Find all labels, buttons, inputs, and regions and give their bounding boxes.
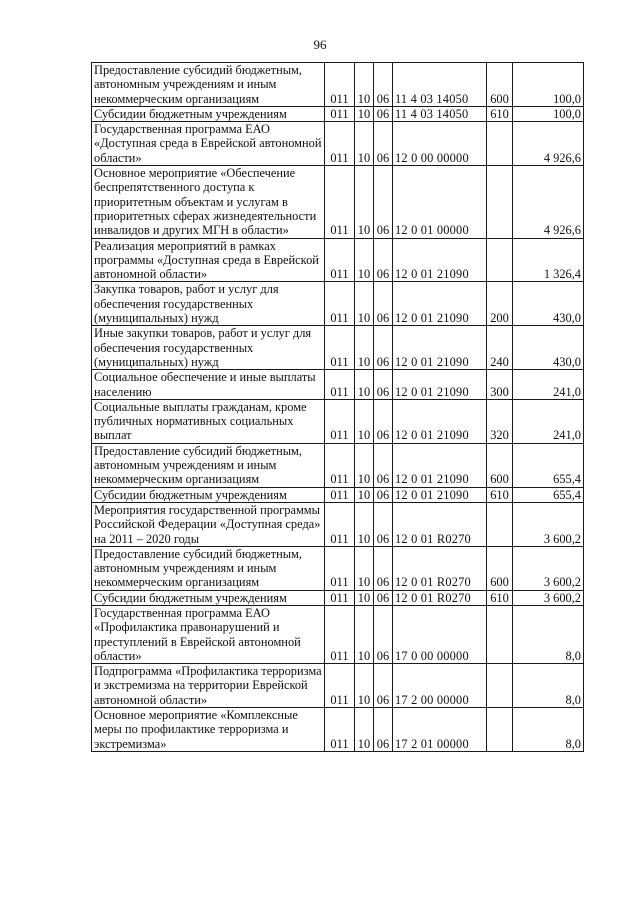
target-article-code: 12 0 01 21090 <box>393 487 487 502</box>
ministry-code: 011 <box>325 443 355 487</box>
row-name: Мероприятия государственной программы Российской Федерации «Доступная среда» на 2011 – 2020 годы <box>92 502 325 546</box>
subsection-code: 06 <box>374 106 393 121</box>
target-article-code: 12 0 01 R0270 <box>393 590 487 605</box>
ministry-code: 011 <box>325 399 355 443</box>
target-article-code: 12 0 01 R0270 <box>393 546 487 590</box>
ministry-code: 011 <box>325 326 355 370</box>
section-code: 10 <box>355 664 374 708</box>
amount-value: 430,0 <box>513 326 584 370</box>
row-name: Предоставление субсидий бюджетным, автономным учреждениям и иным некоммерческим организациям <box>92 63 325 107</box>
expense-type-code: 610 <box>487 487 513 502</box>
amount-value: 100,0 <box>513 106 584 121</box>
subsection-code: 06 <box>374 487 393 502</box>
table-body <box>92 63 584 752</box>
target-article-code: 12 0 00 00000 <box>393 122 487 166</box>
expense-type-code <box>487 238 513 282</box>
section-code: 10 <box>355 166 374 238</box>
section-code: 10 <box>355 605 374 663</box>
section-code: 10 <box>355 546 374 590</box>
target-article-code: 12 0 01 R0270 <box>393 502 487 546</box>
expense-type-code: 320 <box>487 399 513 443</box>
ministry-code: 011 <box>325 122 355 166</box>
table-row <box>92 664 584 708</box>
subsection-code: 06 <box>374 708 393 752</box>
row-name: Закупка товаров, работ и услуг для обеспечения государственных (муниципальных) нужд <box>92 282 325 326</box>
expense-type-code <box>487 166 513 238</box>
table-row <box>92 326 584 370</box>
subsection-code: 06 <box>374 605 393 663</box>
expense-type-code: 240 <box>487 326 513 370</box>
row-name: Государственная программа ЕАО «Доступная среда в Еврейской автономной области» <box>92 122 325 166</box>
table-row <box>92 546 584 590</box>
ministry-code: 011 <box>325 166 355 238</box>
amount-value: 655,4 <box>513 443 584 487</box>
ministry-code: 011 <box>325 502 355 546</box>
subsection-code: 06 <box>374 238 393 282</box>
row-name: Основное мероприятие «Обеспечение беспрепятственного доступа к приоритетным объектам и услугам в приоритетных сферах жизнедеятельности инвалидов и других МГН в области» <box>92 166 325 238</box>
amount-value: 4 926,6 <box>513 166 584 238</box>
section-code: 10 <box>355 399 374 443</box>
ministry-code: 011 <box>325 664 355 708</box>
expense-type-code: 610 <box>487 590 513 605</box>
subsection-code: 06 <box>374 590 393 605</box>
target-article-code: 11 4 03 14050 <box>393 106 487 121</box>
row-name: Субсидии бюджетным учреждениям <box>92 590 325 605</box>
amount-value: 1 326,4 <box>513 238 584 282</box>
section-code: 10 <box>355 122 374 166</box>
page-number: 96 <box>313 37 327 52</box>
expense-type-code <box>487 605 513 663</box>
row-name: Предоставление субсидий бюджетным, автономным учреждениям и иным некоммерческим организациям <box>92 546 325 590</box>
ministry-code: 011 <box>325 238 355 282</box>
target-article-code: 17 0 00 00000 <box>393 605 487 663</box>
amount-value: 8,0 <box>513 708 584 752</box>
table-row <box>92 238 584 282</box>
ministry-code: 011 <box>325 605 355 663</box>
amount-value: 100,0 <box>513 63 584 107</box>
section-code: 10 <box>355 708 374 752</box>
subsection-code: 06 <box>374 664 393 708</box>
section-code: 10 <box>355 282 374 326</box>
row-name: Субсидии бюджетным учреждениям <box>92 487 325 502</box>
subsection-code: 06 <box>374 546 393 590</box>
ministry-code: 011 <box>325 282 355 326</box>
expense-type-code <box>487 122 513 166</box>
row-name: Подпрограмма «Профилактика терроризма и экстремизма на территории Еврейской автономной области» <box>92 664 325 708</box>
ministry-code: 011 <box>325 487 355 502</box>
subsection-code: 06 <box>374 122 393 166</box>
amount-value: 241,0 <box>513 399 584 443</box>
expense-type-code <box>487 502 513 546</box>
subsection-code: 06 <box>374 370 393 400</box>
subsection-code: 06 <box>374 63 393 107</box>
subsection-code: 06 <box>374 326 393 370</box>
table-row <box>92 487 584 502</box>
subsection-code: 06 <box>374 399 393 443</box>
section-code: 10 <box>355 326 374 370</box>
ministry-code: 011 <box>325 590 355 605</box>
row-name: Основное мероприятие «Комплексные меры по профилактике терроризма и экстремизма» <box>92 708 325 752</box>
section-code: 10 <box>355 443 374 487</box>
target-article-code: 17 2 00 00000 <box>393 664 487 708</box>
target-article-code: 12 0 01 21090 <box>393 238 487 282</box>
table-row <box>92 399 584 443</box>
budget-table <box>91 62 584 752</box>
row-name: Иные закупки товаров, работ и услуг для обеспечения государственных (муниципальных) нужд <box>92 326 325 370</box>
row-name: Субсидии бюджетным учреждениям <box>92 106 325 121</box>
target-article-code: 12 0 01 21090 <box>393 326 487 370</box>
row-name: Социальные выплаты гражданам, кроме публичных нормативных социальных выплат <box>92 399 325 443</box>
expense-type-code: 600 <box>487 546 513 590</box>
expense-type-code: 600 <box>487 443 513 487</box>
subsection-code: 06 <box>374 443 393 487</box>
amount-value: 3 600,2 <box>513 590 584 605</box>
target-article-code: 12 0 01 21090 <box>393 399 487 443</box>
table-row <box>92 502 584 546</box>
expense-type-code <box>487 664 513 708</box>
expense-type-code: 300 <box>487 370 513 400</box>
section-code: 10 <box>355 63 374 107</box>
row-name: Государственная программа ЕАО «Профилактика правонарушений и преступлений в Еврейской автономной области» <box>92 605 325 663</box>
target-article-code: 17 2 01 00000 <box>393 708 487 752</box>
table-row <box>92 443 584 487</box>
target-article-code: 12 0 01 21090 <box>393 443 487 487</box>
amount-value: 4 926,6 <box>513 122 584 166</box>
subsection-code: 06 <box>374 282 393 326</box>
amount-value: 8,0 <box>513 664 584 708</box>
ministry-code: 011 <box>325 106 355 121</box>
ministry-code: 011 <box>325 546 355 590</box>
table-row <box>92 63 584 107</box>
section-code: 10 <box>355 590 374 605</box>
table-row <box>92 106 584 121</box>
section-code: 10 <box>355 370 374 400</box>
row-name: Социальное обеспечение и иные выплаты населению <box>92 370 325 400</box>
table-row <box>92 122 584 166</box>
target-article-code: 12 0 01 00000 <box>393 166 487 238</box>
ministry-code: 011 <box>325 708 355 752</box>
amount-value: 8,0 <box>513 605 584 663</box>
target-article-code: 12 0 01 21090 <box>393 282 487 326</box>
expense-type-code: 200 <box>487 282 513 326</box>
table-row <box>92 605 584 663</box>
amount-value: 430,0 <box>513 282 584 326</box>
table-row <box>92 282 584 326</box>
subsection-code: 06 <box>374 502 393 546</box>
row-name: Предоставление субсидий бюджетным, автономным учреждениям и иным некоммерческим организациям <box>92 443 325 487</box>
target-article-code: 11 4 03 14050 <box>393 63 487 107</box>
amount-value: 241,0 <box>513 370 584 400</box>
target-article-code: 12 0 01 21090 <box>393 370 487 400</box>
subsection-code: 06 <box>374 166 393 238</box>
section-code: 10 <box>355 487 374 502</box>
section-code: 10 <box>355 106 374 121</box>
table-row <box>92 708 584 752</box>
section-code: 10 <box>355 502 374 546</box>
expense-type-code: 610 <box>487 106 513 121</box>
expense-type-code: 600 <box>487 63 513 107</box>
expense-type-code <box>487 708 513 752</box>
table-row <box>92 370 584 400</box>
amount-value: 655,4 <box>513 487 584 502</box>
section-code: 10 <box>355 238 374 282</box>
ministry-code: 011 <box>325 63 355 107</box>
ministry-code: 011 <box>325 370 355 400</box>
table-row <box>92 166 584 238</box>
table-row <box>92 590 584 605</box>
amount-value: 3 600,2 <box>513 546 584 590</box>
amount-value: 3 600,2 <box>513 502 584 546</box>
row-name: Реализация мероприятий в рамках программы «Доступная среда в Еврейской автономной области» <box>92 238 325 282</box>
